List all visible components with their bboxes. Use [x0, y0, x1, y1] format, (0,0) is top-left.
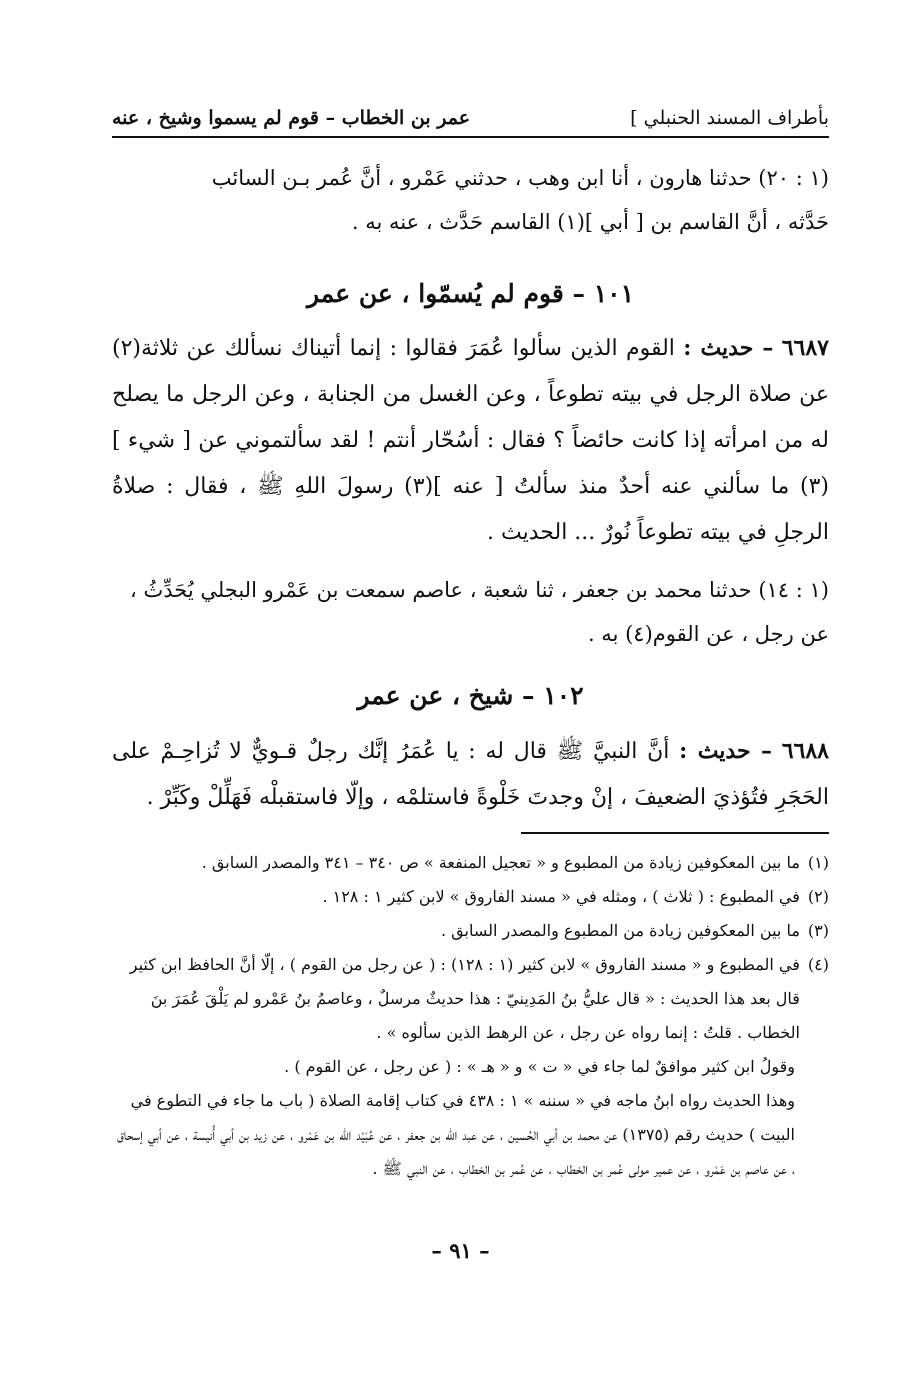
- footnote-text: في المطبوع : ( ثلاث ) ، ومثله في « مسند الفاروق » لابن كثير ١ : ١٢٨ .: [322, 887, 800, 906]
- hadith-text: أنَّ النبيَّ ﷺ قال له : يا عُمَرُ إنَّك رجلٌ قـويٌّ لا تُزاحِـمْ على الحَجَرِ فتُؤذيَ الضعيفَ ، إنْ وجدتَ خَلْوةً فاستلمْه ، وإلّا فاستقبلْه فَهَلِّلْ وكَبِّرْ .: [112, 739, 829, 810]
- section-101-title: ١٠١ – قوم لم يُسمّوا ، عن عمر: [306, 279, 635, 308]
- isnad-top-line-1: (١ : ٢٠) حدثنا هارون ، أنا ابن وهب ، حدثني عَمْرو ، أنَّ عُمر بـن السائب: [211, 166, 829, 190]
- section-101-heading: [112, 274, 829, 314]
- header-section-title: عمر بن الخطاب – قوم لم يسموا وشيخ ، عنه: [112, 107, 471, 129]
- footnote-number: (٤): [807, 955, 829, 974]
- hadith-6687: [112, 325, 829, 556]
- hadith-6688-paragraph: [112, 728, 829, 821]
- footnote-text: في المطبوع و « مسند الفاروق » لابن كثير (١ : ١٢٨) : ( عن رجل من القوم ) ، إلّا أنَّ الحافظ ابن كثير قال بعد هذا الحديث : « قال عليُّ بنُ المَدِينيّ : هذا حديثٌ مرسلٌ ، وعاصمُ بنُ عَمْرو لم يَلْقَ عُمَرَ بنَ الخطاب . قلتُ : إنما رواه عن رجل ، عن الرهط الذين سألوه » .: [129, 955, 800, 1042]
- isnad-top-line-2: حَدَّثه ، أنَّ القاسم بن [ أبي ](١) القاسم حَدَّث ، عنه به .: [351, 210, 829, 234]
- isnad-top: [112, 156, 829, 244]
- footnote-2: [112, 880, 829, 914]
- hadith-number: ٦٦٨٨: [781, 738, 829, 764]
- footnote-3: [112, 914, 829, 948]
- footnote-divider: [521, 832, 829, 834]
- footnote-4: [112, 948, 829, 1050]
- hadith-6687-paragraph: [112, 325, 829, 556]
- footnote-number: (١): [807, 853, 829, 872]
- footnote-4-continuation-1: وقولُ ابن كثير موافقٌ لما جاء في « ت » و « هـ » : ( عن رجل ، عن القوم ) .: [284, 1057, 795, 1076]
- hadith-label: – حديث :: [683, 335, 774, 361]
- isnad-6687-line-2: عن رجل ، عن القوم(٤) به .: [587, 622, 829, 646]
- footnote-text: ما بين المعكوفين زيادة من المطبوع و « تعجيل المنفعة » ص ٣٤٠ – ٣٤١ والمصدر السابق .: [201, 853, 800, 872]
- header-book-title: بأطراف المسند الحنبلي ]: [630, 107, 829, 129]
- hadith-label: – حديث :: [679, 738, 772, 764]
- footnote-text: ما بين المعكوفين زيادة من المطبوع والمصدر السابق .: [440, 921, 800, 940]
- isnad-6687: [112, 568, 829, 656]
- footnote-number: (٣): [807, 921, 829, 940]
- footnote-1: [112, 846, 829, 880]
- hadith-number: ٦٦٨٧: [781, 335, 829, 361]
- section-102-title: ١٠٢ – شيخ ، عن عمر: [357, 681, 584, 710]
- isnad-6687-line-1: (١ : ١٤) حدثنا محمد بن جعفر ، ثنا شعبة ، عاصم سمعت بن عَمْرو البجلي يُحَدِّثُ ،: [130, 578, 829, 602]
- hadith-text: القوم الذين سألوا عُمَرَ فقالوا : إنما أتيناك نسألك عن ثلاثة(٢) عن صلاة الرجل في بيته تطوعاً ، وعن الغسل من الجنابة ، وعن الرجل ما يصلح له من امرأته إذا كانت حائضاً ؟ فقال : أسُحّار أنتم ! لقد سألتموني عن [ شيء ](٣) ما سألني عنه أحدٌ منذ سألتُ [ عنه ](٣) رسولَ اللهِ ﷺ ، فقال : صلاةُ الرجلِ في بيته تطوعاً نُورٌ ... الحديث .: [112, 336, 829, 545]
- running-header: [112, 100, 829, 138]
- footnote-number: (٢): [807, 887, 829, 906]
- footnotes: [112, 846, 829, 1186]
- page-number: – ٩١ –: [431, 1238, 490, 1263]
- hadith-6688: [112, 728, 829, 821]
- section-102-heading: [112, 676, 829, 716]
- footnote-4-continuation-2: وهذا الحديث رواه ابنُ ماجه في « سننه » ١ : ٤٣٨ في كتاب إقامة الصلاة ( باب ما جاء في التطوع في البيت ) حديث رقم (١٣٧٥) عن محمد بن أبي الحُسين ، عن عبد الله بن جعفر ، عن عُبَيْد الله بن عَمْرو ، عن زيد بن أبي أُنيسة ، عن أبي إسحاق ، عن عاصم بن عَمْرو ، عن عمير مولى عُمر بن الخطاب ، عن عُمر بن الخطاب ، عن النبي ﷺ .: [117, 1091, 795, 1178]
